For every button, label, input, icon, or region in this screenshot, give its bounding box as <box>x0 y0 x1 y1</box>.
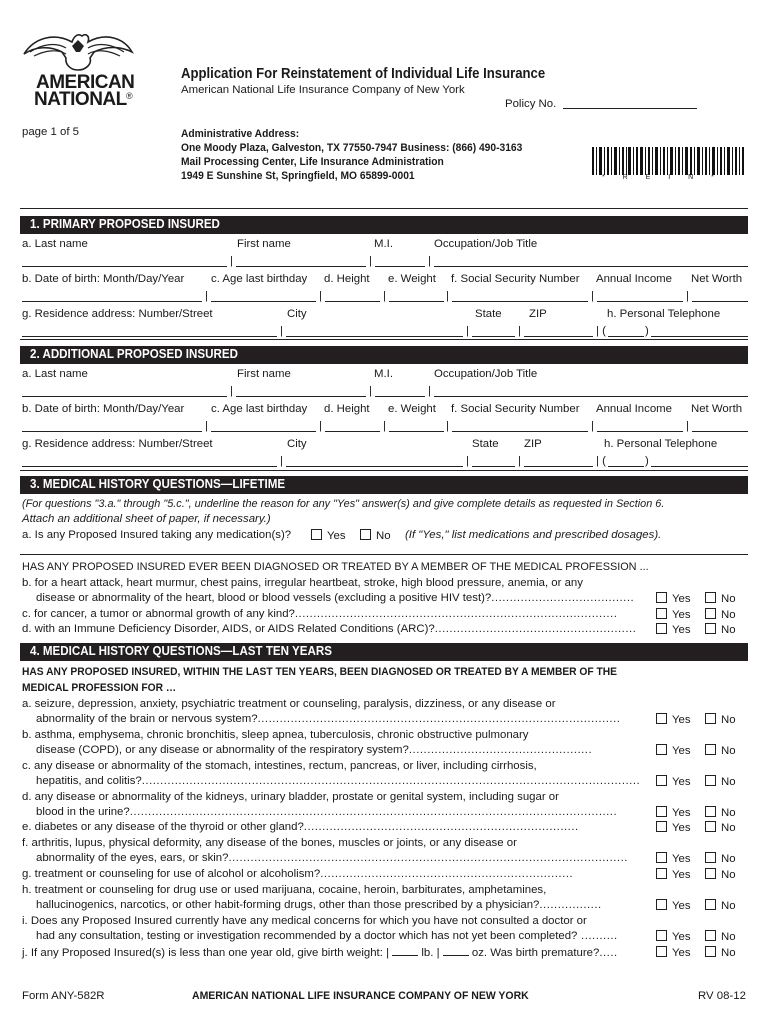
no-label: No <box>721 947 736 959</box>
s2-first-name-label: First name <box>237 368 291 380</box>
s2-city-label: City <box>287 438 307 450</box>
yes-label: Yes <box>672 947 691 959</box>
s4-qe-no[interactable] <box>705 821 736 834</box>
admin-line-2: Mail Processing Center, Life Insurance Administration <box>181 156 444 168</box>
page-indicator: page 1 of 5 <box>22 126 80 138</box>
section1-title: 1. PRIMARY PROPOSED INSURED <box>30 217 220 231</box>
s4-qb-yes[interactable] <box>656 744 691 757</box>
s2-height-field[interactable] <box>325 431 380 432</box>
section4-title: 4. MEDICAL HISTORY QUESTIONS—LAST TEN YEARS <box>30 644 332 658</box>
footer-form-number: Form ANY-582R <box>22 990 105 1002</box>
s3-question-a: a. Is any Proposed Insured taking any medication(s)? <box>22 529 292 541</box>
s4-question-h-1: h. treatment or counseling for drug use or used marijuana, cocaine, heroin, barbiturates, amphetamines, <box>22 884 547 896</box>
no-label: No <box>376 530 391 542</box>
checkbox[interactable] <box>705 868 716 879</box>
s4-qi-no[interactable] <box>705 930 736 943</box>
s4-question-c-2: hepatitis, and colitis?........................................................................................................................................ <box>36 775 641 787</box>
yes-label: Yes <box>672 822 691 834</box>
s3-question-b-1: b. for a heart attack, heart murmur, chest pains, irregular heartbeat, stroke, high blood pressure, anemia, or any <box>22 577 583 589</box>
s4-heading-2: MEDICAL PROFESSION FOR … <box>22 682 177 694</box>
s4-qh-no[interactable] <box>705 899 736 912</box>
s1-phone-area-field[interactable] <box>608 336 644 337</box>
checkbox[interactable] <box>705 899 716 910</box>
s2-city-field[interactable] <box>286 466 463 467</box>
s1-ssn-label: f. Social Security Number <box>451 273 580 285</box>
s1-phone-label: h. Personal Telephone <box>607 308 721 320</box>
s3-heading: HAS ANY PROPOSED INSURED EVER BEEN DIAGNOSED OR TREATED BY A MEMBER OF THE MEDICAL PROFESSION ... <box>22 561 649 573</box>
checkbox[interactable] <box>705 608 716 619</box>
s1-residence-label: g. Residence address: Number/Street <box>22 308 213 320</box>
checkbox[interactable] <box>705 930 716 941</box>
s3-qc-yes[interactable] <box>656 608 691 621</box>
s1-last-name-field[interactable] <box>22 266 227 267</box>
logo <box>20 28 135 108</box>
s2-mi-label: M.I. <box>374 368 393 380</box>
s4-qj-no[interactable] <box>705 946 736 959</box>
checkbox[interactable] <box>656 930 667 941</box>
s3-question-d-text: d. with an Immune Deficiency Disorder, AIDS, or AIDS Related Conditions (ARC)? <box>22 623 435 635</box>
s2-age-field[interactable] <box>211 431 316 432</box>
yes-label: Yes <box>672 869 691 881</box>
checkbox[interactable] <box>656 806 667 817</box>
s2-occupation-label: Occupation/Job Title <box>434 368 538 380</box>
checkbox[interactable] <box>705 806 716 817</box>
yes-label: Yes <box>672 931 691 943</box>
no-label: No <box>721 776 736 788</box>
s1-state-label: State <box>475 308 502 320</box>
s1-weight-label: e. Weight <box>388 273 436 285</box>
s4-qi-yes[interactable] <box>656 930 691 943</box>
section3-title: 3. MEDICAL HISTORY QUESTIONS—LIFETIME <box>30 477 286 491</box>
s2-phone-field[interactable] <box>651 466 748 467</box>
checkbox[interactable] <box>705 623 716 634</box>
checkbox[interactable] <box>656 899 667 910</box>
s4-question-d-2-text: blood in the urine? <box>36 806 130 818</box>
s1-city-label: City <box>287 308 307 320</box>
no-label: No <box>721 807 736 819</box>
s4-question-e: e. diabetes or any disease of the thyroid or other gland?........................................................................... <box>22 821 579 833</box>
birth-weight-lb-field[interactable] <box>392 946 418 956</box>
checkbox[interactable] <box>705 592 716 603</box>
eagle-icon <box>20 28 135 76</box>
s3-divider <box>20 554 748 555</box>
s2-state-field[interactable] <box>472 466 515 467</box>
s1-networth-field[interactable] <box>692 301 748 302</box>
s4-question-i-2-text: had any consultation, testing or investigation recommended by a doctor which has not yet been completed? <box>36 930 578 942</box>
no-label: No <box>721 745 736 757</box>
s4-qg-yes[interactable] <box>656 868 691 881</box>
s1-mi-label: M.I. <box>374 238 393 250</box>
s4-question-f-2: abnormality of the eyes, ears, or skin?............................................................................................................. <box>36 852 628 864</box>
s3-question-c-text: c. for cancer, a tumor or abnormal growth of any kind? <box>22 608 295 620</box>
s3-question-c: c. for cancer, a tumor or abnormal growth of any kind?........................................................................................ <box>22 608 618 620</box>
checkbox[interactable] <box>656 821 667 832</box>
oz-label: oz. Was birth premature? <box>471 947 600 959</box>
s3-instructions-1: (For questions "3.a." through "5.c.", underline the reason for any "Yes" answer(s) and give complete details as requested in Section 6. <box>22 498 665 510</box>
s2-last-name-label: a. Last name <box>22 368 88 380</box>
checkbox[interactable] <box>656 608 667 619</box>
checkbox[interactable] <box>311 529 322 540</box>
s4-question-a-1: a. seizure, depression, anxiety, psychiatric treatment or counseling, paralysis, dizziness, or any disease or <box>22 698 556 710</box>
no-label: No <box>721 822 736 834</box>
yes-label: Yes <box>672 745 691 757</box>
s3-question-b-2: disease or abnormality of the heart, blood or blood vessels (excluding a positive HIV test)?....................................... <box>36 592 635 604</box>
s2-last-name-field[interactable] <box>22 396 227 397</box>
s4-question-e-text: e. diabetes or any disease of the thyroid or other gland? <box>22 821 304 833</box>
admin-label: Administrative Address: <box>181 128 300 140</box>
s4-question-d-2: blood in the urine?..................................................................................................................................... <box>36 806 618 818</box>
s1-city-field[interactable] <box>286 336 463 337</box>
s2-state-label: State <box>472 438 499 450</box>
birth-weight-oz-field[interactable] <box>443 946 469 956</box>
s2-weight-field[interactable] <box>389 431 444 432</box>
logo-text-2: NATIONAL <box>34 89 127 110</box>
yes-label: Yes <box>672 853 691 865</box>
s2-networth-label: Net Worth <box>691 403 743 415</box>
s1-last-name-label: a. Last name <box>22 238 88 250</box>
yes-label: Yes <box>672 900 691 912</box>
s3-question-d: d. with an Immune Deficiency Disorder, AIDS, or AIDS Related Conditions (ARC)?....................................................... <box>22 623 637 635</box>
s3-question-b-2-text: disease or abnormality of the heart, blood or blood vessels (excluding a positive HIV test)? <box>36 592 492 604</box>
checkbox[interactable] <box>705 775 716 786</box>
s4-qf-no[interactable] <box>705 852 736 865</box>
checkbox[interactable] <box>656 775 667 786</box>
checkbox[interactable] <box>656 868 667 879</box>
s1-first-name-field[interactable] <box>236 266 366 267</box>
s4-question-f-2-text: abnormality of the eyes, ears, or skin? <box>36 852 229 864</box>
barcode <box>592 147 744 185</box>
s3-qc-no[interactable] <box>705 608 736 621</box>
s4-question-a-2: abnormality of the brain or nervous system?................................................................................................... <box>36 713 621 725</box>
s4-question-a-2-text: abnormality of the brain or nervous system? <box>36 713 258 725</box>
s4-qd-no[interactable] <box>705 806 736 819</box>
s1-mi-field[interactable] <box>375 266 425 267</box>
form-title: Application For Reinstatement of Individual Life Insurance <box>181 66 546 82</box>
s2-height-label: d. Height <box>324 403 370 415</box>
no-label: No <box>721 609 736 621</box>
yes-label: Yes <box>327 530 346 542</box>
s4-question-j-text: j. If any Proposed Insured(s) is less than one year old, give birth weight: <box>22 947 383 959</box>
logo-text-1: AMERICAN <box>36 72 135 93</box>
s1-state-field[interactable] <box>472 336 515 337</box>
s2-networth-field[interactable] <box>692 431 748 432</box>
section2-header <box>20 346 748 364</box>
s1-phone-field[interactable] <box>651 336 748 337</box>
s3-qa-yes[interactable] <box>311 529 346 542</box>
s1-weight-field[interactable] <box>389 301 444 302</box>
s2-zip-label: ZIP <box>524 438 542 450</box>
s1-zip-label: ZIP <box>529 308 547 320</box>
s2-phone-area-field[interactable] <box>608 466 644 467</box>
checkbox[interactable] <box>656 592 667 603</box>
s4-heading-1: HAS ANY PROPOSED INSURED, WITHIN THE LAST TEN YEARS, BEEN DIAGNOSED OR TREATED BY A MEMBER OF THE <box>22 666 618 678</box>
section3-rule <box>20 470 748 471</box>
s2-mi-field[interactable] <box>375 396 425 397</box>
s2-residence-field[interactable] <box>22 466 277 467</box>
s3-qd-yes[interactable] <box>656 623 691 636</box>
s4-question-b-2-text: disease (COPD), or any disease or abnormality of the respiratory system? <box>36 744 409 756</box>
s4-question-j: j. If any Proposed Insured(s) is less than one year old, give birth weight: | lb. | oz. Was birth premature?..... <box>22 947 618 959</box>
s4-question-h-2-text: hallucinogenics, narcotics, or other habit-forming drugs, other than those prescribed by a physician? <box>36 899 540 911</box>
company-name: American National Life Insurance Company of New York <box>181 84 465 96</box>
s3-qa-no[interactable] <box>360 529 391 542</box>
footer-company: AMERICAN NATIONAL LIFE INSURANCE COMPANY OF NEW YORK <box>192 990 529 1002</box>
s3-qd-no[interactable] <box>705 623 736 636</box>
no-label: No <box>721 853 736 865</box>
s2-zip-field[interactable] <box>524 466 593 467</box>
s2-age-label: c. Age last birthday <box>211 403 308 415</box>
checkbox[interactable] <box>656 713 667 724</box>
section1-header <box>20 216 748 234</box>
s2-dob-field[interactable] <box>22 431 202 432</box>
s2-first-name-field[interactable] <box>236 396 366 397</box>
s1-occupation-field[interactable] <box>434 266 748 267</box>
s4-question-g: g. treatment or counseling for use of alcohol or alcoholism?..................................................................... <box>22 868 574 880</box>
s4-qh-yes[interactable] <box>656 899 691 912</box>
checkbox[interactable] <box>705 713 716 724</box>
s4-question-f-1: f. arthritis, lupus, physical deformity, any disease of the bones, muscles or joints, or any disease or <box>22 837 517 849</box>
section4-header <box>20 643 748 661</box>
s1-zip-field[interactable] <box>524 336 593 337</box>
checkbox[interactable] <box>705 852 716 863</box>
s4-qc-yes[interactable] <box>656 775 691 788</box>
s1-income-field[interactable] <box>597 301 683 302</box>
s1-ssn-field[interactable] <box>452 301 588 302</box>
yes-label: Yes <box>672 609 691 621</box>
yes-label: Yes <box>672 593 691 605</box>
admin-line-3: 1949 E Sunshine St, Springfield, MO 65899-0001 <box>181 170 415 182</box>
footer-revision: RV 08-12 <box>698 990 746 1002</box>
s3-instructions-2: Attach an additional sheet of paper, if necessary.) <box>22 513 271 525</box>
yes-label: Yes <box>672 776 691 788</box>
no-label: No <box>721 714 736 726</box>
s4-qa-yes[interactable] <box>656 713 691 726</box>
s2-ssn-label: f. Social Security Number <box>451 403 580 415</box>
s1-age-label: c. Age last birthday <box>211 273 308 285</box>
checkbox[interactable] <box>656 852 667 863</box>
s1-income-label: Annual Income <box>596 273 672 285</box>
s4-question-h-2: hallucinogenics, narcotics, or other habit-forming drugs, other than those prescribed by a physician?................. <box>36 899 602 911</box>
s2-income-label: Annual Income <box>596 403 672 415</box>
checkbox[interactable] <box>705 744 716 755</box>
s3-qb-yes[interactable] <box>656 592 691 605</box>
s1-height-field[interactable] <box>325 301 380 302</box>
s4-qc-no[interactable] <box>705 775 736 788</box>
admin-line-1: One Moody Plaza, Galveston, TX 77550-7947 Business: (866) 490-3163 <box>181 142 523 154</box>
s4-qj-yes[interactable] <box>656 946 691 959</box>
checkbox[interactable] <box>360 529 371 540</box>
policy-label: Policy No. <box>505 98 557 110</box>
s4-question-i-1: i. Does any Proposed Insured currently have any medical concerns for which you have not consulted a doctor or <box>22 915 587 927</box>
s1-age-field[interactable] <box>211 301 316 302</box>
s2-ssn-field[interactable] <box>452 431 588 432</box>
s4-qg-no[interactable] <box>705 868 736 881</box>
s1-first-name-label: First name <box>237 238 291 250</box>
s4-question-i-2: had any consultation, testing or investigation recommended by a doctor which has not yet been completed? .......... <box>36 930 618 942</box>
s4-qd-yes[interactable] <box>656 806 691 819</box>
s1-residence-field[interactable] <box>22 336 277 337</box>
s4-question-c-2-text: hepatitis, and colitis? <box>36 775 142 787</box>
s3-qa-note: (If "Yes," list medications and prescribed dosages). <box>405 529 662 541</box>
s4-question-b-1: b. asthma, emphysema, chronic bronchitis, sleep apnea, tuberculosis, chronic obstructive pulmonary <box>22 729 529 741</box>
s2-dob-label: b. Date of birth: Month/Day/Year <box>22 403 185 415</box>
registered-mark: ® <box>126 91 133 101</box>
s4-qf-yes[interactable] <box>656 852 691 865</box>
s1-height-label: d. Height <box>324 273 370 285</box>
lb-label: lb. <box>421 947 434 959</box>
checkbox[interactable] <box>705 821 716 832</box>
s2-phone-label: h. Personal Telephone <box>604 438 718 450</box>
yes-label: Yes <box>672 714 691 726</box>
section2-title: 2. ADDITIONAL PROPOSED INSURED <box>30 347 238 361</box>
policy-number-field[interactable] <box>563 108 697 109</box>
section3-header <box>20 476 748 494</box>
checkbox[interactable] <box>656 946 667 957</box>
s3-qb-no[interactable] <box>705 592 736 605</box>
s2-weight-label: e. Weight <box>388 403 436 415</box>
s4-qe-yes[interactable] <box>656 821 691 834</box>
checkbox[interactable] <box>656 744 667 755</box>
s1-networth-label: Net Worth <box>691 273 743 285</box>
s4-question-d-1: d. any disease or abnormality of the kidneys, urinary bladder, prostate or genital system, including sugar or <box>22 791 559 803</box>
s4-question-b-2: disease (COPD), or any disease or abnormality of the respiratory system?.................................................. <box>36 744 593 756</box>
s4-qb-no[interactable] <box>705 744 736 757</box>
no-label: No <box>721 624 736 636</box>
barcode-text: * R E I N * <box>602 174 722 181</box>
no-label: No <box>721 593 736 605</box>
yes-label: Yes <box>672 624 691 636</box>
checkbox[interactable] <box>656 623 667 634</box>
s1-dob-field[interactable] <box>22 301 202 302</box>
s4-question-c-1: c. any disease or abnormality of the stomach, intestines, rectum, pancreas, or liver, including cirrhosis, <box>22 760 537 772</box>
s4-qa-no[interactable] <box>705 713 736 726</box>
checkbox[interactable] <box>705 946 716 957</box>
s2-residence-label: g. Residence address: Number/Street <box>22 438 213 450</box>
no-label: No <box>721 900 736 912</box>
yes-label: Yes <box>672 807 691 819</box>
section2-rule <box>20 339 748 340</box>
s2-occupation-field[interactable] <box>434 396 748 397</box>
s1-dob-label: b. Date of birth: Month/Day/Year <box>22 273 185 285</box>
s4-question-g-text: g. treatment or counseling for use of alcohol or alcoholism? <box>22 868 321 880</box>
section1-rule <box>20 208 748 209</box>
barcode-bars <box>592 147 744 175</box>
no-label: No <box>721 931 736 943</box>
s2-income-field[interactable] <box>597 431 683 432</box>
s1-occupation-label: Occupation/Job Title <box>434 238 538 250</box>
no-label: No <box>721 869 736 881</box>
